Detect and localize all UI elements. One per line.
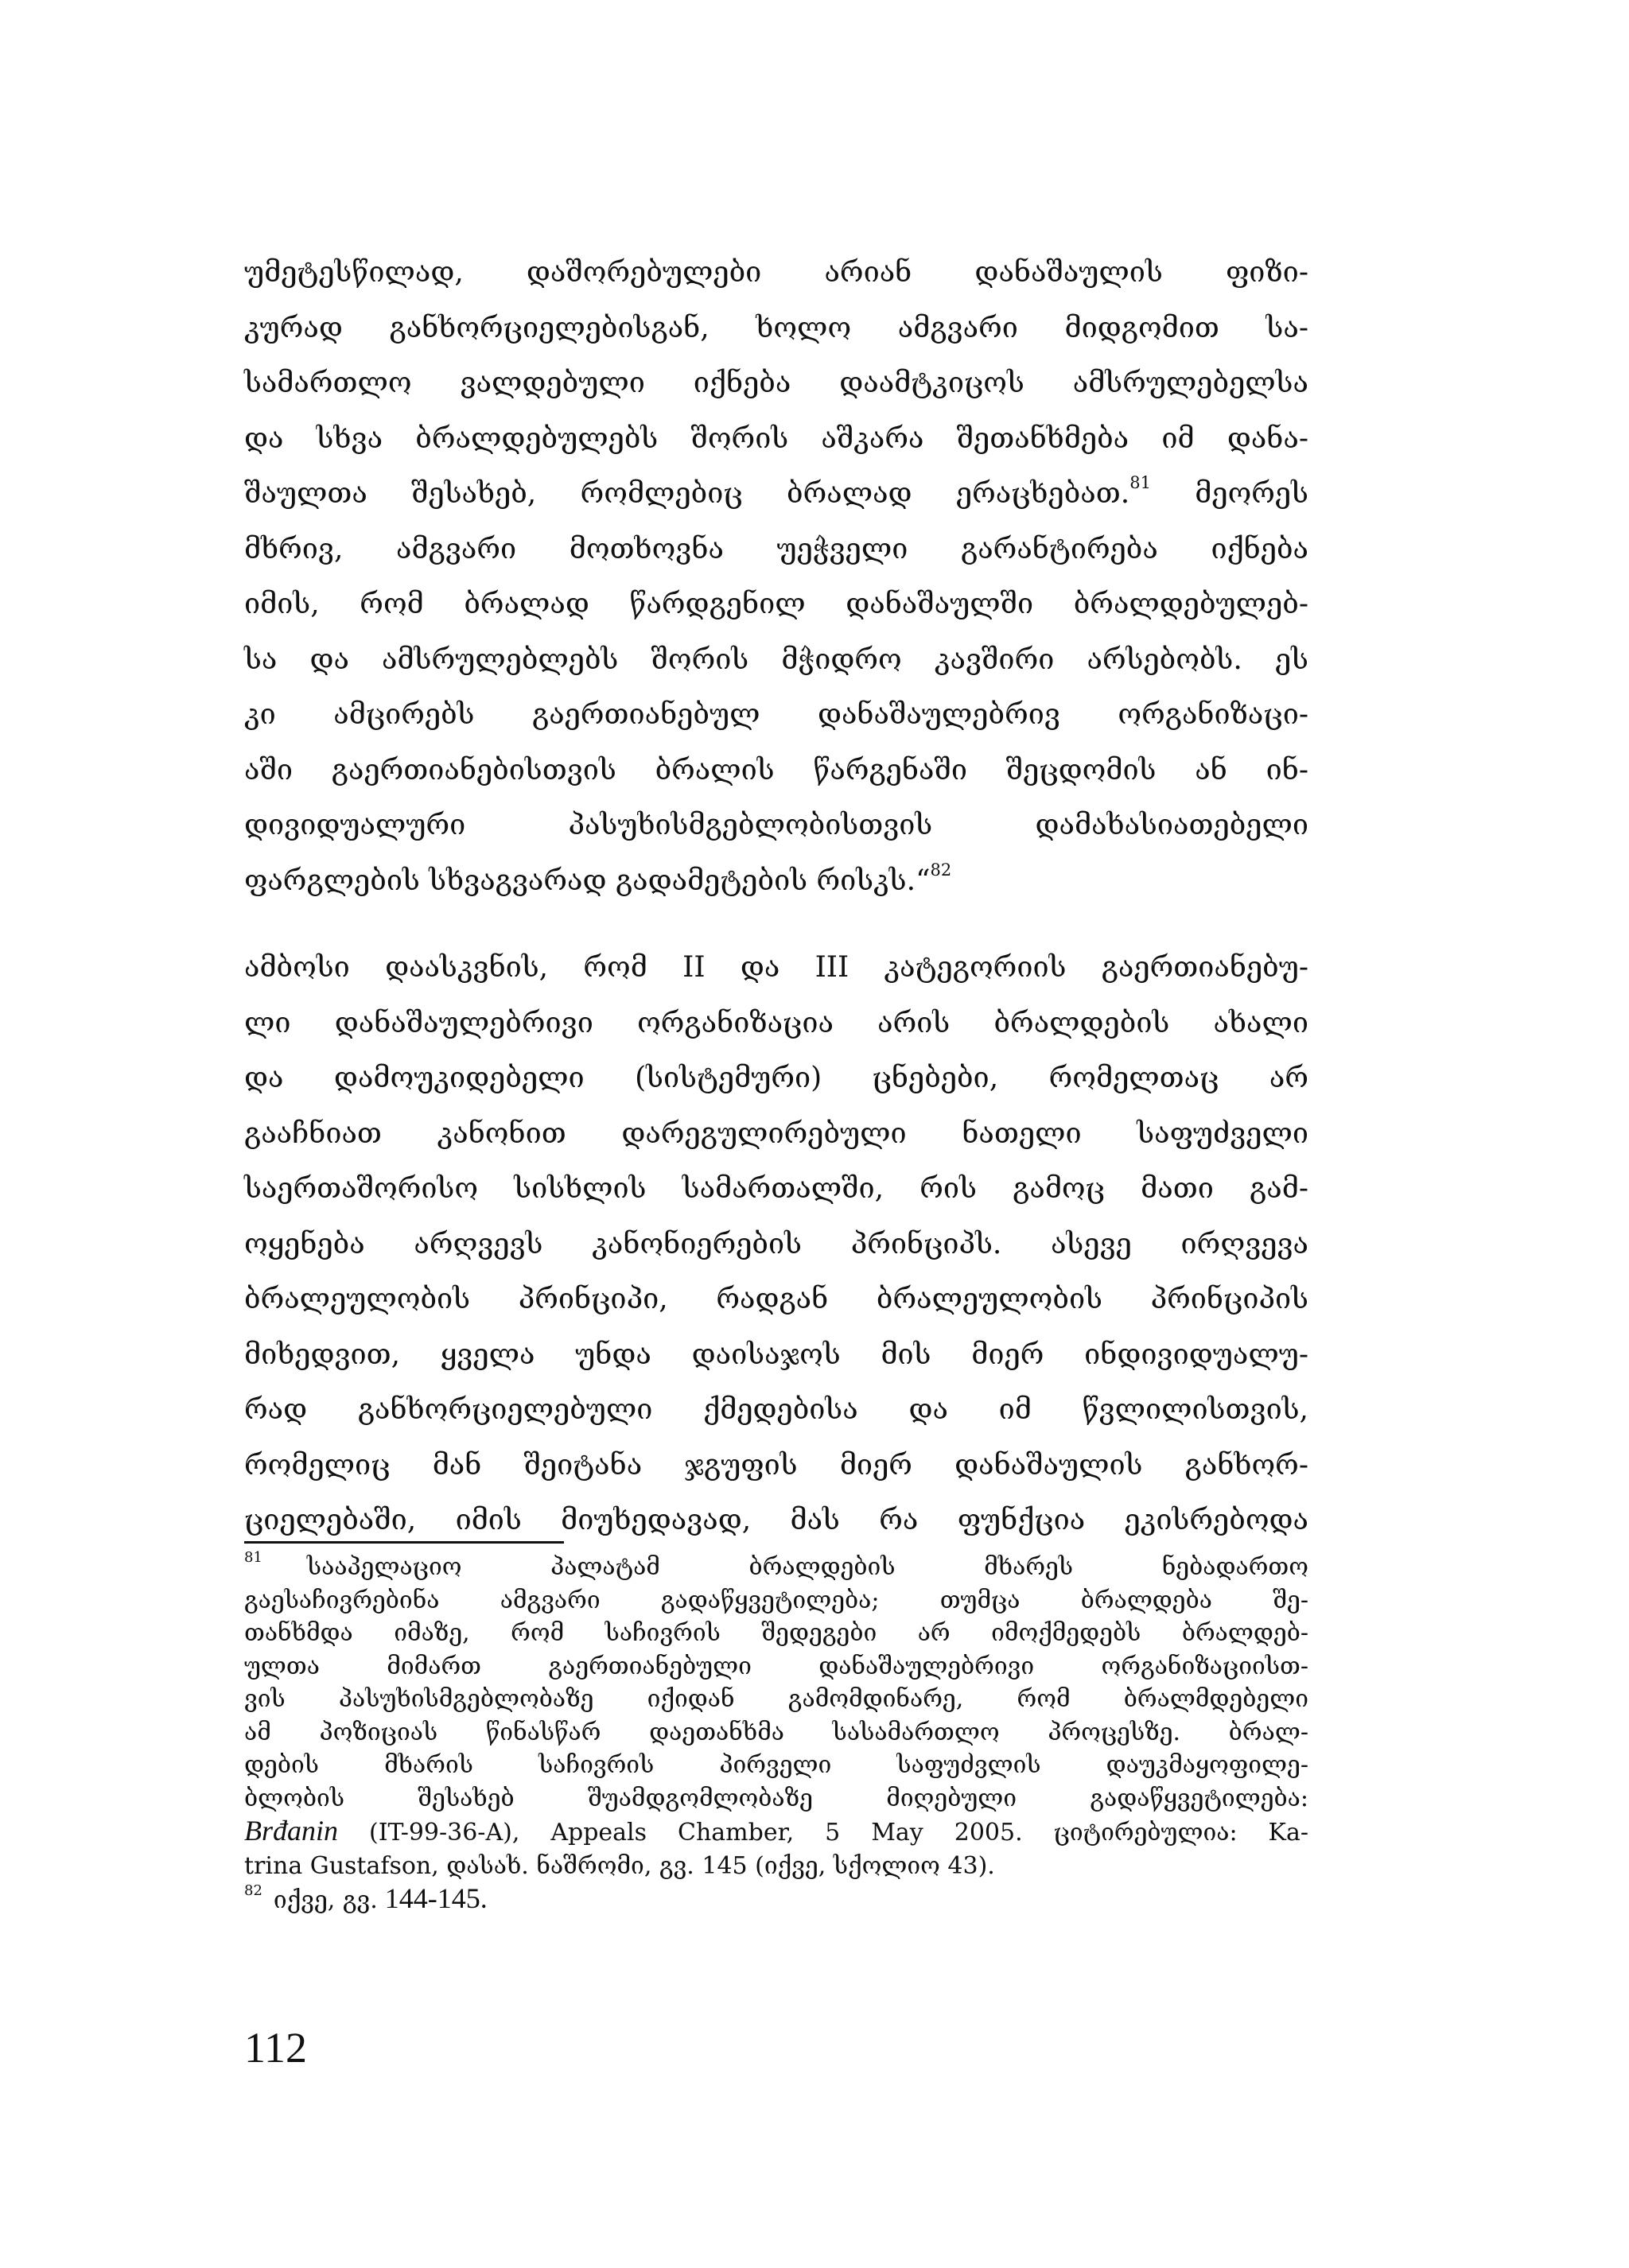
text-line: საერთაშორისო სისხლის სამართალში, რის გამოც მათი გამ- [244,1172,1308,1205]
footnote-82-line [244,1882,1308,1917]
footnote-pages: 144-145. [377,1882,488,1914]
text-line: იმის, რომ ბრალად წარდგენილ დანაშაულში ბრალდებულებ- [244,588,1308,620]
text-line: სამართლო ვალდებული იქნება დაამტკიცოს ამსრულებელსა [244,367,1308,399]
footnote-81-line [244,1815,1308,1850]
text-line: ლი დანაშაულებრივი ორგანიზაცია არის ბრალდების ახალი [244,1006,1308,1039]
footnote-81-line: ამ პოზიციას წინასწარ დაეთანხმა სასამართლო პროცესზე. ბრალ- [244,1718,1308,1746]
footnote-82-number: 82 [244,1882,262,1899]
text-line: მიხედვით, ყველა უნდა დაისაჯოს მის მიერ ინდივიდუალუ- [244,1338,1308,1371]
text-line: კურად განხორციელებისგან, ხოლო ამგვარი მიდგომით სა- [244,311,1308,344]
text-line: მხრივ, ამგვარი მოთხოვნა უეჭველი გარანტირება იქნება [244,532,1308,565]
case-name: Brđanin [244,1815,339,1847]
footnote-81-line: ბლობის შესახებ შუამდგომლობაზე მიღებული გადაწყვეტილება: [244,1784,1308,1812]
footnotes [244,1548,1308,1917]
footnote-81-line: გაესაჩივრებინა ამგვარი გადაწყვეტილება; თუმცა ბრალდება შე- [244,1586,1308,1614]
text-line [244,853,1308,909]
text-line: რად განხორციელებული ქმედებისა და იმ წვლილისთვის, [244,1393,1308,1426]
text-line: და დამოუკიდებელი (სისტემური) ცნებები, რომელთაც არ [244,1062,1308,1094]
footnote-81-line: ვის პასუხისმგებლობაზე იქიდან გამომდინარე, რომ ბრალმდებელი [244,1685,1308,1713]
text-line: გააჩნიათ კანონით დარეგულირებული ნათელი საფუძველი [244,1117,1308,1150]
footnote-ref-81[interactable]: 81 [1129,473,1151,493]
text-line: ბრალეულობის პრინციპი, რადგან ბრალეულობის პრინციპის [244,1283,1308,1315]
text-line [244,466,1308,522]
footnote-text: (IT-99-36-A), Appeals Chamber, 5 May 2005. ციტირებულია: Ka- [338,1819,1308,1847]
footnote-81-line: თანხმდა იმაზე, რომ საჩივრის შედეგები არ იმოქმედებს ბრალდებ- [244,1619,1308,1647]
text-line: რომელიც მან შეიტანა ჯგუფის მიერ დანაშაულის განხორ- [244,1448,1308,1482]
text-line: და სხვა ბრალდებულებს შორის აშკარა შეთანხმება იმ დანა- [244,421,1308,455]
footnote-81-number: 81 [244,1548,262,1566]
text-line: დივიდუალური პასუხისმგებლობისთვის დამახასიათებელი [244,809,1308,841]
body-paragraph-2 [244,940,1308,1548]
footnote-81-line: trina Gustafson, დასახ. ნაშრომი, გვ. 145 (იქვე, სქოლიო 43). [244,1851,995,1880]
text-line: კი ამცირებს გაერთიანებულ დანაშაულებრივ ორგანიზაცი- [244,698,1308,731]
text-segment: მეორეს [1150,477,1308,510]
footnote-81-line: დების მხარის საჩივრის პირველი საფუძვლის დაუკმაყოფილე- [244,1751,1308,1779]
page-number: 112 [244,2024,307,2072]
case-citation [244,1815,338,1847]
text-segment: შაულთა შესახებ, რომლებიც ბრალად ერაცხებათ. [244,477,1130,510]
footnote-81-line [244,1548,1308,1584]
text-line: აში გაერთიანებისთვის ბრალის წარგენაში შეცდომის ან ინ- [244,753,1308,786]
text-line: ამბოსი დაასკვნის, რომ II და III კატეგორიის გაერთიანებუ- [244,951,1308,984]
footnote-separator [244,1541,564,1544]
footnote-text: იქვე, გვ. [273,1886,378,1914]
footnote-text: სააპელაციო პალატამ ბრალდების მხარეს ნებადართო [306,1553,1308,1581]
body-paragraph-1 [244,245,1308,908]
text-segment: ფარგლების სხვაგვარად გადამეტების რისკს.“ [244,864,931,897]
text-line: სა და ამსრულებლებს შორის მჭიდრო კავშირი არსებობს. ეს [244,643,1308,676]
text-line: ოყენება არღვევს კანონიერების პრინციპს. ასევე ირღვევა [244,1227,1308,1260]
footnote-ref-82[interactable]: 82 [930,860,952,880]
footnote-81-line: ულთა მიმართ გაერთიანებული დანაშაულებრივი ორგანიზაციისთ- [244,1652,1308,1680]
text-line: უმეტესწილად, დაშორებულები არიან დანაშაულის ფიზი- [244,256,1308,289]
text-line: ციელებაში, იმის მიუხედავად, მას რა ფუნქცია ეკისრებოდა [244,1504,1308,1536]
